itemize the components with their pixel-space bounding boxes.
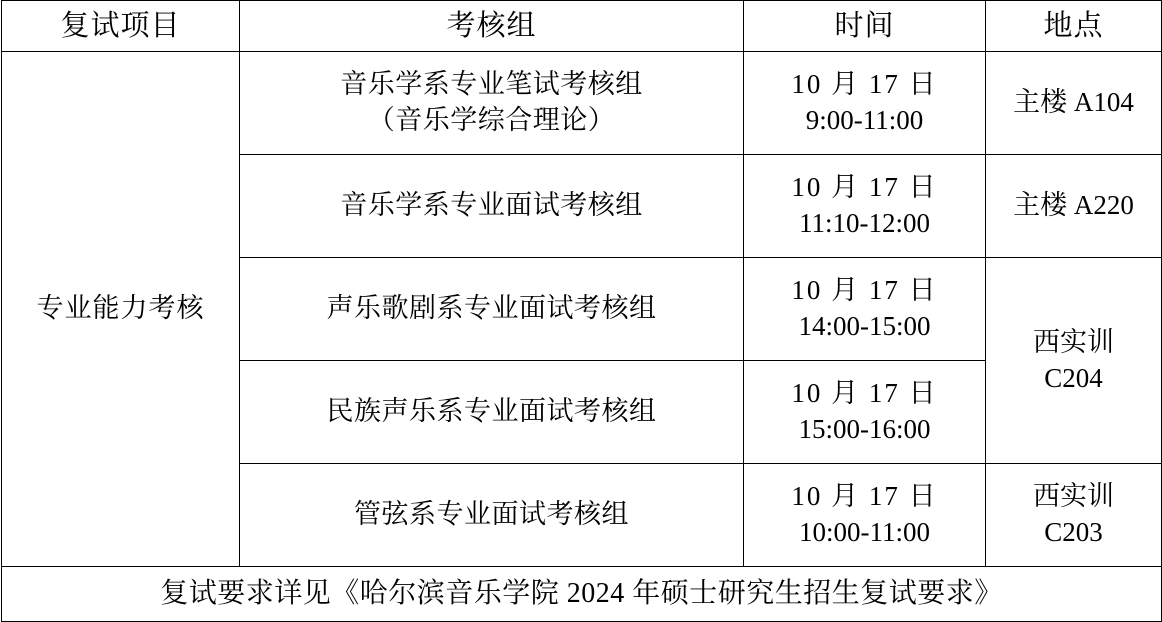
time-cell [744,361,986,464]
place-cell [986,155,1162,258]
time-span: 11:10-12:00 [799,208,930,238]
time-cell [744,155,986,258]
time-date: 10 月 17 日 [791,378,938,409]
group-line-1: 声乐歌剧系专业面试考核组 [326,293,657,324]
place-line-1: 主楼 A104 [1013,87,1134,118]
column-header-time: 时间 [744,1,986,52]
place-line-1: 西实训 [1033,481,1114,512]
time-date: 10 月 17 日 [791,172,938,203]
group-cell [240,258,744,361]
time-date: 10 月 17 日 [791,275,938,306]
group-line-1: 民族声乐系专业面试考核组 [326,396,657,427]
category-cell: 专业能力考核 [2,52,240,567]
group-cell [240,155,744,258]
place-cell [986,52,1162,155]
time-span: 14:00-15:00 [798,311,931,341]
column-header-group: 考核组 [240,1,744,52]
time-cell [744,464,986,567]
time-date: 10 月 17 日 [791,69,938,100]
column-header-place: 地点 [986,1,1162,52]
place-line-2: C203 [1044,517,1103,547]
time-date: 10 月 17 日 [791,481,938,512]
time-span: 10:00-11:00 [799,517,930,547]
place-line-1: 主楼 A220 [1013,190,1134,221]
table-row [2,52,1162,155]
group-cell [240,361,744,464]
time-span: 15:00-16:00 [798,414,931,444]
time-span: 9:00-11:00 [805,105,924,135]
table-footer-row [2,567,1162,622]
table-header-row [2,1,1162,52]
group-line-2: （音乐学综合理论） [367,105,616,135]
group-cell [240,464,744,567]
column-header-item: 复试项目 [2,1,240,52]
time-cell [744,52,986,155]
place-line-2: C204 [1044,362,1103,393]
exam-schedule-table [1,0,1162,622]
place-line-1: 西实训 [1033,326,1114,357]
group-cell [240,52,744,155]
footer-note: 复试要求详见《哈尔滨音乐学院 2024 年硕士研究生招生复试要求》 [2,567,1162,622]
place-cell [986,258,1162,464]
group-line-1: 管弦系专业面试考核组 [354,499,629,530]
group-line-1: 音乐学系专业面试考核组 [340,190,643,221]
place-cell [986,464,1162,567]
group-line-1: 音乐学系专业笔试考核组 [340,69,643,100]
time-cell [744,258,986,361]
